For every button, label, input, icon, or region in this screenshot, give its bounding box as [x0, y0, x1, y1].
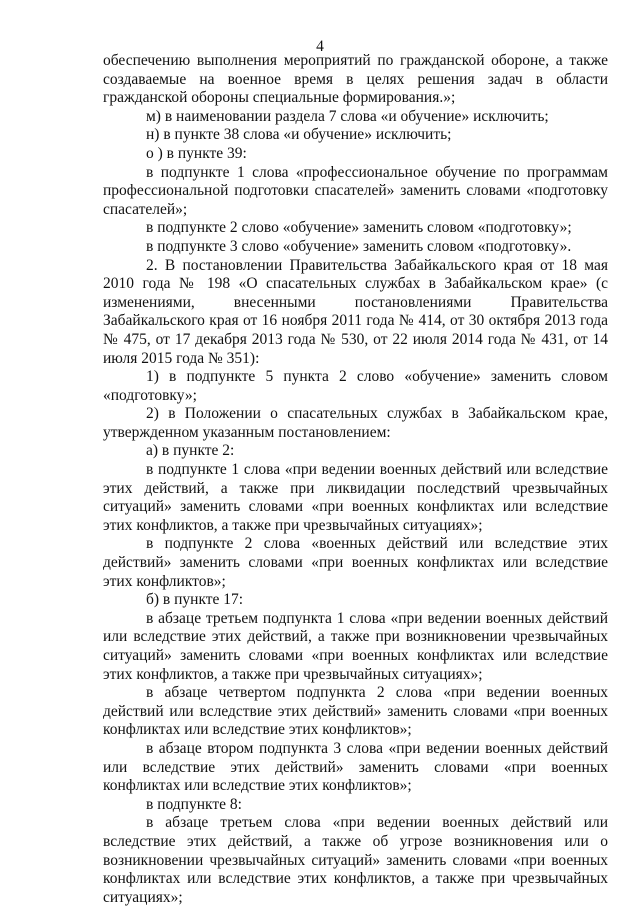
paragraph-item-b: б) в пункте 17: [146, 591, 244, 609]
paragraph-a-subitem-1: в подпункте 1 слова «при ведении военных действий или вследствие этих действий, а также при ликвидации последствий чрезвычайных ситуаций» заменить словами «при военных конфликтах или вследствие этих конфликтов, а также при чрезвычайных ситуациях»; [103, 461, 608, 534]
paragraph-a-subitem-2: в подпункте 2 слова «военных действий или вследствие этих действий» заменить словами «при военных конфликтах или вследствие этих конфликтов»; [103, 535, 608, 590]
paragraph-item-n: н) в пункте 38 слова «и обучение» исключить; [146, 126, 452, 144]
paragraph-subitem-8: в подпункте 8: [146, 795, 242, 813]
paragraph-subitem-3: в подпункте 3 слово «обучение» заменить словом «подготовку». [146, 237, 572, 255]
document-text [103, 52, 608, 907]
paragraph-subitem-8-abzac-3: в абзаце третьем слова «при ведении военных действий или вследствие этих действий, а также об угрозе возникновения или о возникновении чрезвычайных ситуаций» заменить словами «при военных конфликтах или вследствие этих конфликтов, а также при чрезвычайных ситуациях»; [103, 814, 608, 906]
paragraph-b-subitem-2: в абзаце четвертом подпункта 2 слова «при ведении военных действий или вследствие этих действий» заменить словами «при военных конфликтах или вследствие этих конфликтов»; [103, 684, 608, 739]
paragraph-b-subitem-3: в абзаце втором подпункта 3 слова «при ведении военных действий или вследствие этих действий» заменить словами «при военных конфликтах или вследствие этих конфликтов»; [103, 739, 608, 795]
paragraph-b-subitem-1: в абзаце третьем подпункта 1 слова «при ведении военных действий или вследствие этих действий, а также при возникновении чрезвычайных ситуаций» заменить словами «при военных конфликтах или вследствие этих конфликтов, а также при чрезвычайных ситуациях»; [103, 609, 608, 683]
page-number: 4 [316, 38, 324, 55]
paragraph-subitem-1: в подпункте 1 слова «профессиональное обучение по программам профессиональной подготовки спасателей» заменить словами «подготовку спасателей»; [103, 163, 608, 218]
paragraph-item-o: о ) в пункте 39: [146, 144, 247, 162]
paragraph-section-2: 2. В постановлении Правительства Забайкальского края от 18 мая 2010 года № 198 «О спасательных службах в Забайкальском крае» (с изменениями, внесенными постановлениями Правительства Забайкальского края от 16 ноября 2011 года № 414, от 30 октября 2013 года № 475, от 17 декабря 2013 года № 530, от 22 июля 2014 года № 431, от 14 июля 2015 года № 351): [103, 256, 608, 367]
paragraph-item-a: а) в пункте 2: [146, 442, 235, 460]
paragraph-point-1: 1) в подпункте 5 пункта 2 слово «обучение» заменить словом «подготовку»; [103, 368, 608, 404]
paragraph-item-m: м) в наименовании раздела 7 слова «и обучение» исключить; [146, 107, 549, 125]
paragraph-point-2: 2) в Положении о спасательных службах в Забайкальском крае, утвержденном указанным постановлением: [103, 405, 608, 441]
paragraph-continuation: обеспечению выполнения мероприятий по гражданской обороне, а также создаваемые на военное время в целях решения задач в области гражданской обороны специальные формирования.»; [103, 52, 608, 107]
paragraph-subitem-2: в подпункте 2 слово «обучение» заменить словом «подготовку»; [146, 219, 572, 237]
